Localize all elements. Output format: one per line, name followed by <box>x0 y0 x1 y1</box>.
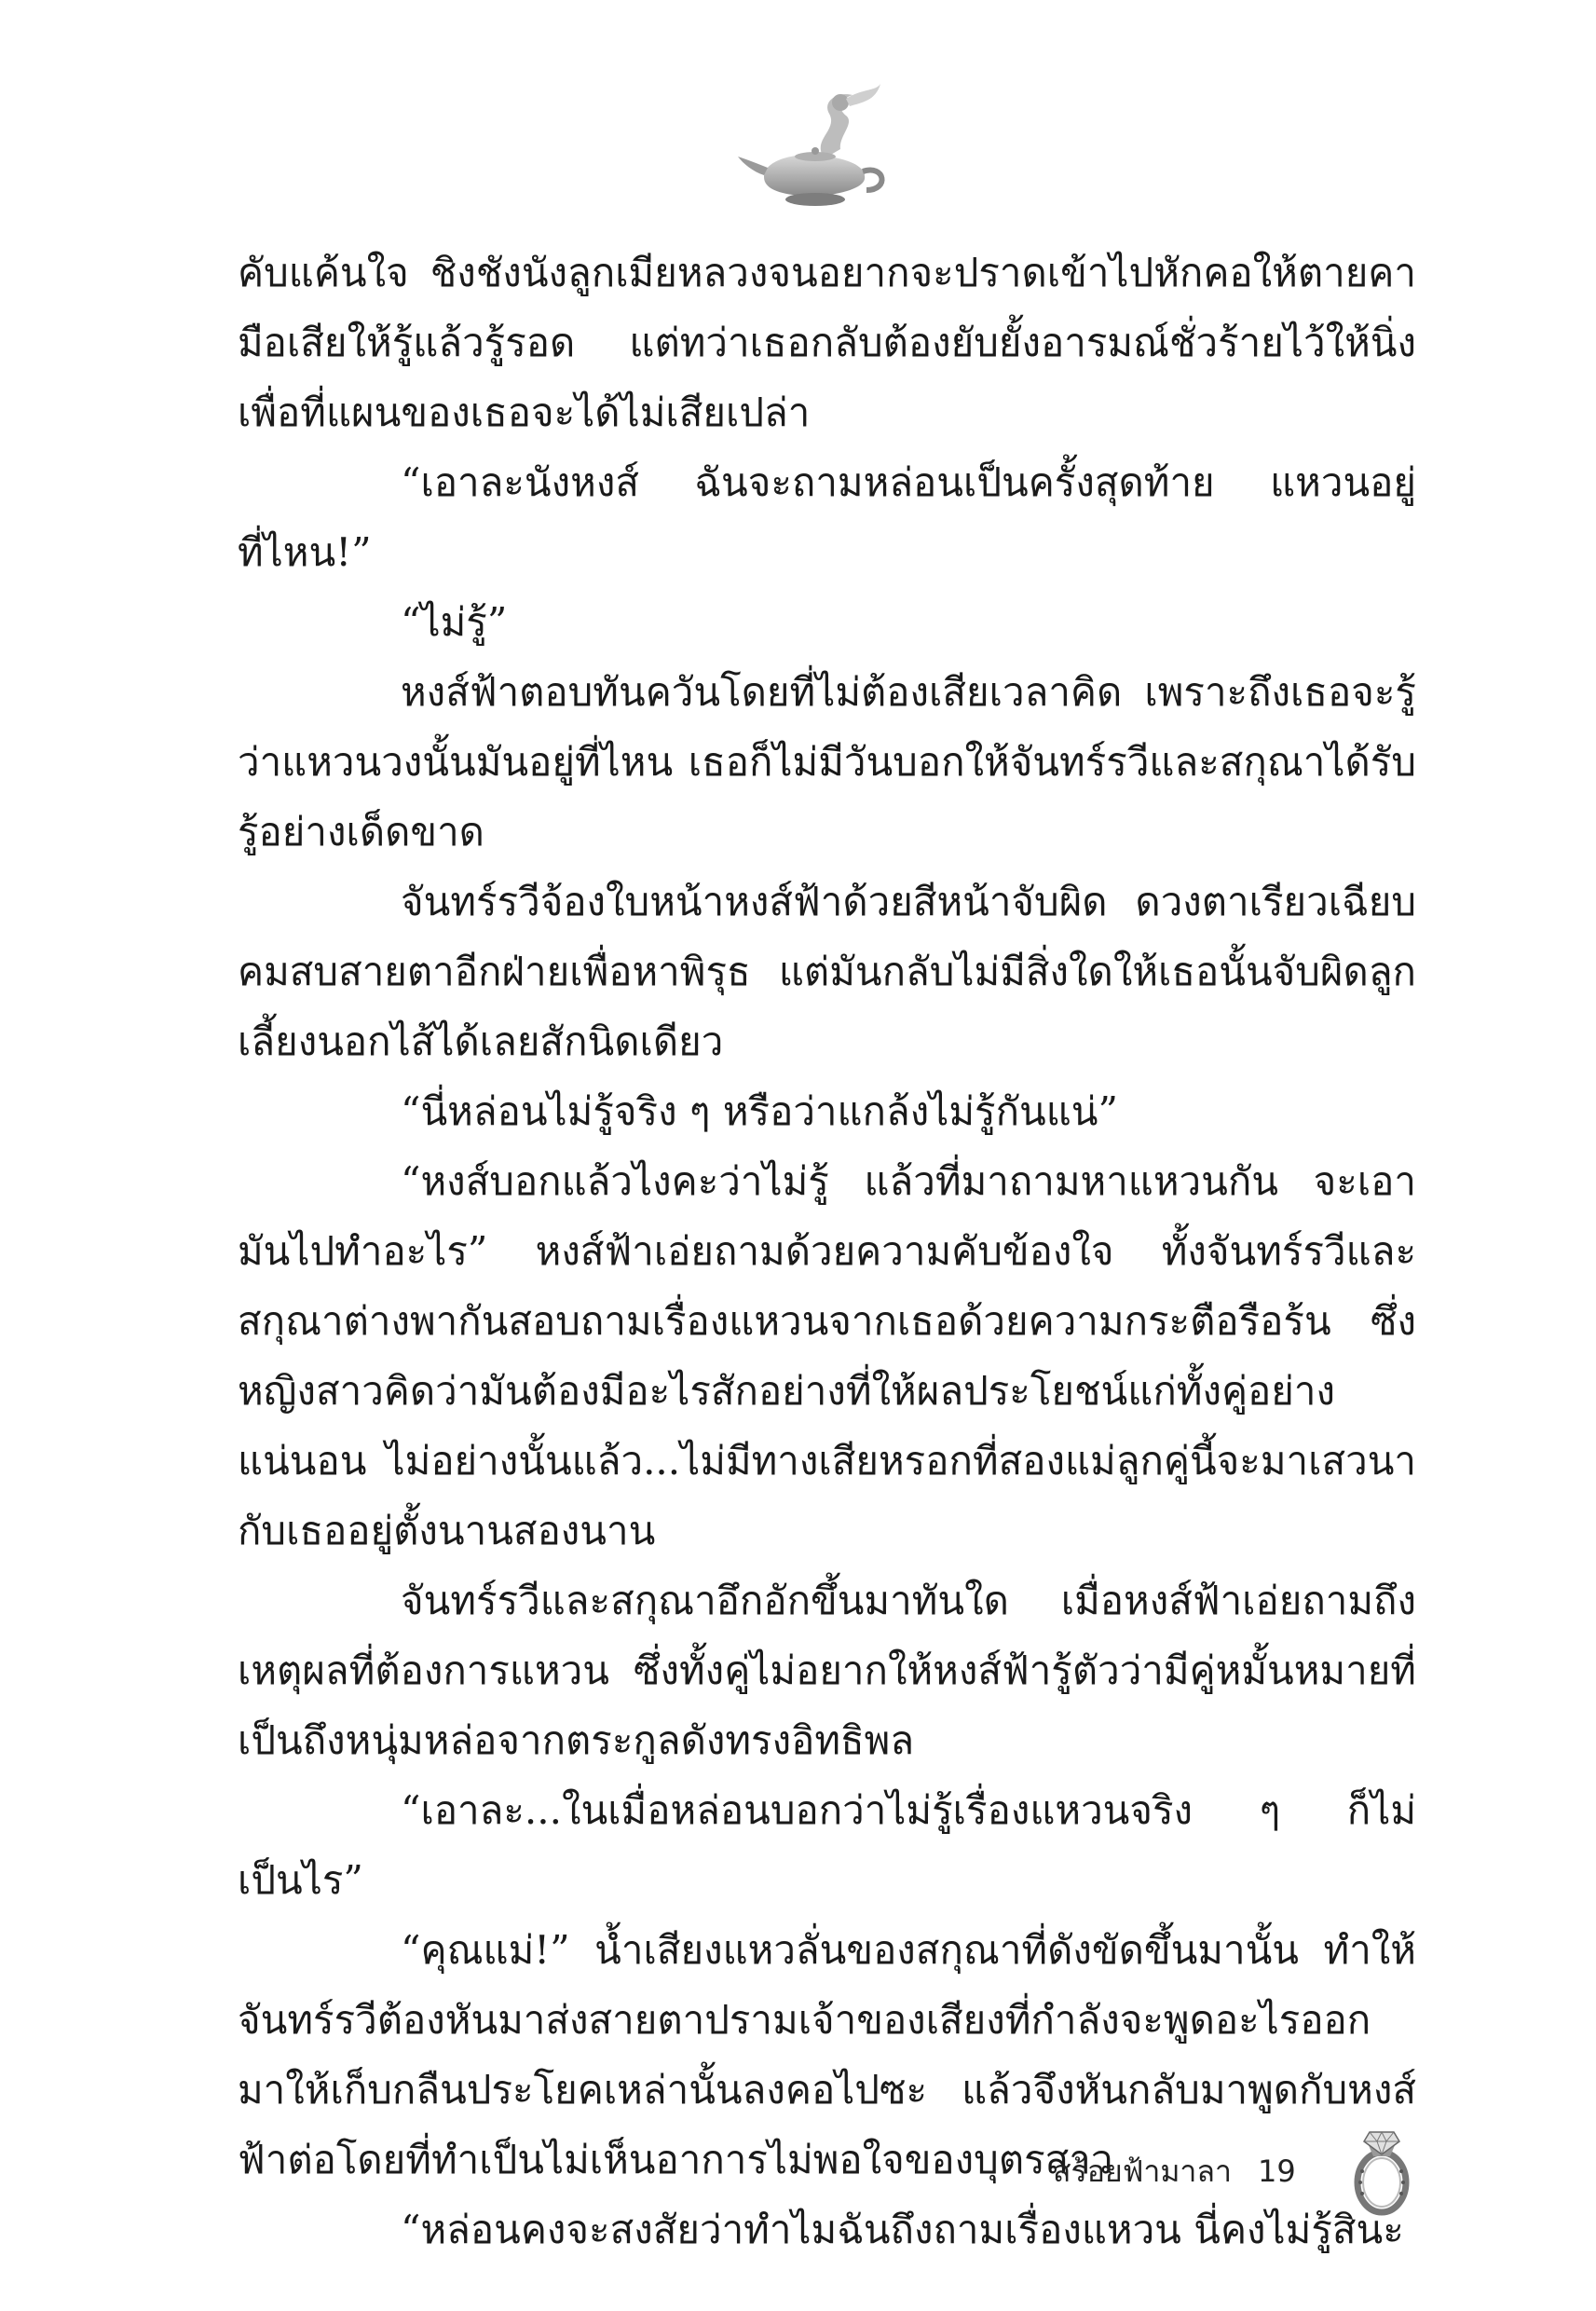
paragraph: จันทร์รวีและสกุณาอึกอักขึ้นมาทันใด เมื่อหงส์ฟ้าเอ่ยถามถึงเหตุผลที่ต้องการแหวน ซึ่งทั้งคู่ไม่อยากให้หงส์ฟ้ารู้ตัวว่ามีคู่หมั้นหมายที่เป็นถึงหนุ่มหล่อจากตระกูลดังทรงอิทธิพล <box>238 1578 1416 1763</box>
body-text <box>238 238 1416 2264</box>
paragraph: คับแค้นใจ ชิงชังนังลูกเมียหลวงจนอยากจะปราดเข้าไปหักคอให้ตายคามือเสียให้รู้แล้วรู้รอด แต่ทว่าเธอกลับต้องยับยั้งอารมณ์ชั่วร้ายไว้ให้นิ่ง เพื่อที่แผนของเธอจะได้ไม่เสียเปล่า <box>238 250 1416 435</box>
paragraph: หงส์ฟ้าตอบทันควันโดยที่ไม่ต้องเสียเวลาคิด เพราะถึงเธอจะรู้ว่าแหวนวงนั้นมันอยู่ที่ไหน เธอก็ไม่มีวันบอกให้จันทร์รวีและสกุณาได้รับรู้อย่างเด็ดขาด <box>238 669 1416 855</box>
paragraph: “นี่หล่อนไม่รู้จริง ๆ หรือว่าแกล้งไม่รู้กันแน่” <box>401 1088 1118 1134</box>
page-footer <box>1053 2143 1296 2199</box>
paragraph: “หงส์บอกแล้วไงคะว่าไม่รู้ แล้วที่มาถามหาแหวนกัน จะเอามันไปทำอะไร” หงส์ฟ้าเอ่ยถามด้วยความคับข้องใจ ทั้งจันทร์รวีและสกุณาต่างพากันสอบถามเรื่องแหวนจากเธอด้วยความกระตือรือร้น ซึ่งหญิงสาวคิดว่ามันต้องมีอะไรสักอย่างที่ให้ผลประโยชน์แก่ทั้งคู่อย่างแน่นอน ไม่อย่างนั้นแล้ว...ไม่มีทางเสียหรอกที่สองแม่ลูกคู่นี้จะมาเสวนากับเธออยู่ตั้งนานสองนาน <box>238 1158 1416 1553</box>
paragraph: “ไม่รู้” <box>401 599 508 645</box>
diamond-ring-icon <box>1349 2115 1414 2218</box>
paragraph: จันทร์รวีจ้องใบหน้าหงส์ฟ้าด้วยสีหน้าจับผิด ดวงตาเรียวเฉียบคมสบสายตาอีกฝ่ายเพื่อหาพิรุธ แต่มันกลับไม่มีสิ่งใดให้เธอนั้นจับผิดลูกเลี้ยงนอกไส้ได้เลยสักนิดเดียว <box>238 879 1416 1064</box>
paragraph: “เอาละ...ในเมื่อหล่อนบอกว่าไม่รู้เรื่องแหวนจริง ๆ ก็ไม่เป็นไร” <box>238 1787 1416 1903</box>
paragraph: “เอาละนังหงส์ ฉันจะถามหล่อนเป็นครั้งสุดท้าย แหวนอยู่ที่ไหน!” <box>238 459 1416 575</box>
paragraph: “หล่อนคงจะสงสัยว่าทำไมฉันถึงถามเรื่องแหวน นี่คงไม่รู้สินะ <box>401 2207 1404 2252</box>
paragraph: “คุณแม่!” น้ำเสียงแหวลั่นของสกุณาที่ดังขัดขึ้นมานั้น ทำให้จันทร์รวีต้องหันมาส่งสายตาปรามเจ้าของเสียงที่กำลังจะพูดอะไรออกมาให้เก็บกลืนประโยคเหล่านั้นลงคอไปซะ แล้วจึงหันกลับมาพูดกับหงส์ฟ้าต่อโดยที่ทำเป็นไม่เห็นอาการไม่พอใจของบุตรสาว <box>238 1927 1416 2182</box>
page-number: 19 <box>1257 2154 1296 2189</box>
book-title: สร้อยฟ้ามาลา <box>1053 2153 1232 2189</box>
teapot-with-genie-icon <box>736 75 894 214</box>
